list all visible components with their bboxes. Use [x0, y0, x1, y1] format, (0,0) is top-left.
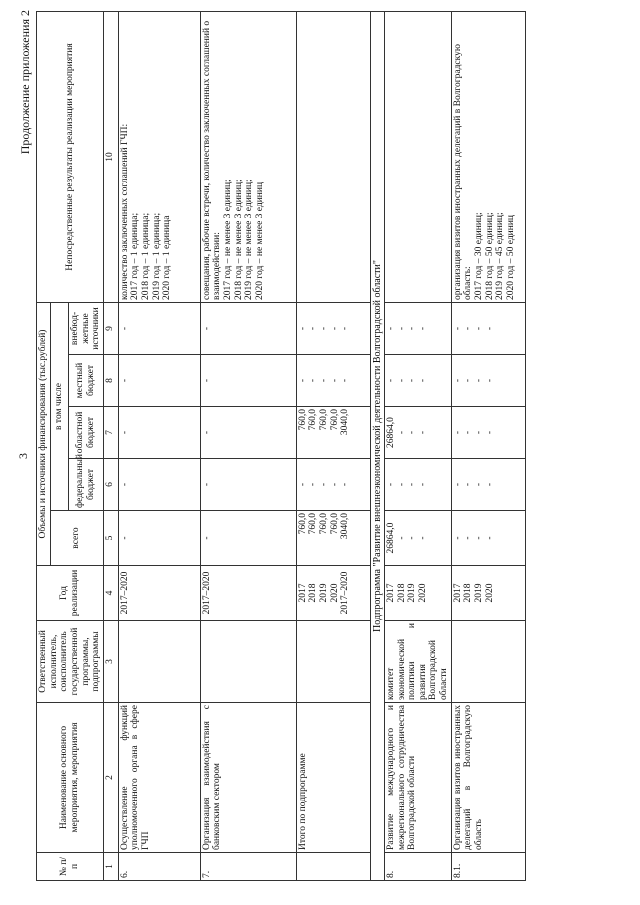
header-local: местный бюджет	[68, 355, 103, 407]
row-total: 26864,0 - - -	[384, 511, 451, 566]
header-num: № п/п	[37, 853, 104, 881]
table-row-total	[296, 11, 370, 880]
row-years: 2017 2018 2019 2020 2017–2020	[296, 566, 370, 621]
row-total: -	[118, 511, 200, 566]
header-results: Непосредственные результаты реализации мероприятия	[37, 11, 104, 302]
row-local: - - - -	[384, 355, 451, 407]
column-number: 5	[103, 511, 118, 566]
row-results: количество заключенных соглашений ГЧП: 2017 год – 1 единица; 2018 год – 1 единица; 2019 год – 1 единица; 2020 год – 1 единица	[118, 11, 200, 302]
row-local: -	[200, 355, 296, 407]
header-name: Наименование основного мероприятия, мероприятия	[37, 703, 104, 853]
header-inclusive: в том числе	[50, 302, 68, 510]
row-regional: -	[200, 407, 296, 459]
column-number: 1	[103, 853, 118, 881]
row-results: организация визитов иностранных делегаций в Волгоградскую область: 2017 год – 30 единиц; 2018 год – 50 единиц; 2019 год – 45 единиц; 2020 год – 50 единиц	[451, 11, 525, 302]
column-number: 8	[103, 355, 118, 407]
table-row	[451, 11, 525, 880]
row-federal: - - - -	[451, 459, 525, 511]
header-year: Год реализации	[37, 566, 104, 621]
column-number: 6	[103, 459, 118, 511]
column-number-row	[103, 11, 118, 880]
column-number: 9	[103, 302, 118, 354]
row-years: 2017 2018 2019 2020	[451, 566, 525, 621]
row-local: -	[118, 355, 200, 407]
column-number: 4	[103, 566, 118, 621]
row-offbudget: -	[200, 302, 296, 354]
row-regional: - - - -	[451, 407, 525, 459]
row-name: Осуществление функций уполномоченного органа в сфере ГЧП	[118, 703, 200, 853]
row-years: 2017–2020	[118, 566, 200, 621]
row-local: - - - - -	[296, 355, 370, 407]
row-regional: 26864,0 - - -	[384, 407, 451, 459]
column-number: 10	[103, 11, 118, 302]
row-responsible: комитет экономической политики и развития Волгоградской области	[384, 621, 451, 703]
row-name: Организация визитов иностранных делегаций в Волгоградскую область	[451, 703, 525, 853]
row-total: 760,0 760,0 760,0 760,0 3040,0	[296, 511, 370, 566]
row-offbudget: - - - - -	[296, 302, 370, 354]
row-results	[296, 11, 370, 302]
row-responsible	[296, 621, 370, 703]
table-row	[200, 11, 296, 880]
header-finance: Объемы и источники финансирования (тыс.рублей)	[37, 302, 51, 565]
row-responsible	[200, 621, 296, 703]
header-regional: областной бюджет	[68, 407, 103, 459]
subprogram-row	[370, 11, 384, 880]
table-row	[384, 11, 451, 880]
row-num: 8.1.	[451, 853, 525, 881]
row-local: - - - -	[451, 355, 525, 407]
row-name: Итого по подпрограмме	[296, 703, 370, 853]
row-federal: -	[118, 459, 200, 511]
row-total: -	[200, 511, 296, 566]
row-federal: - - - - -	[296, 459, 370, 511]
row-federal: - - - -	[384, 459, 451, 511]
row-federal: -	[200, 459, 296, 511]
row-results	[384, 11, 451, 302]
row-num: 7.	[200, 853, 296, 881]
row-offbudget: - - - -	[384, 302, 451, 354]
program-table	[36, 11, 526, 881]
row-regional: 760,0 760,0 760,0 760,0 3040,0	[296, 407, 370, 459]
header-responsible: Ответственный исполнитель, соисполнитель государственной программы, подпрограммы	[37, 621, 104, 703]
header-total: всего	[50, 511, 103, 566]
row-name: Организация взаимодействия с банковским сектором	[200, 703, 296, 853]
row-num: 6.	[118, 853, 200, 881]
column-number: 7	[103, 407, 118, 459]
column-number: 2	[103, 703, 118, 853]
row-num	[296, 853, 370, 881]
row-total: - - - -	[451, 511, 525, 566]
row-responsible	[451, 621, 525, 703]
header-offbudget: внебюд-жетные источники	[68, 302, 103, 354]
column-number: 3	[103, 621, 118, 703]
row-offbudget: -	[118, 302, 200, 354]
row-years: 2017 2018 2019 2020	[384, 566, 451, 621]
page-number: 3	[16, 453, 30, 459]
row-name: Развитие международного и межрегионального сотрудничества Волгоградской области	[384, 703, 451, 853]
header-federal: федеральный бюджет	[68, 459, 103, 511]
row-num: 8.	[384, 853, 451, 881]
row-results: совещания, рабочие встречи, количество заключенных соглашений о взаимодействии: 2017 год – не менее 3 единиц; 2018 год – не менее 3 единиц; 2019 год – не менее 3 единиц; 2020 год – не менее 3 единиц	[200, 11, 296, 302]
row-offbudget: - - - -	[451, 302, 525, 354]
table-row	[118, 11, 200, 880]
row-responsible	[118, 621, 200, 703]
continuation-note: Продолжение приложения 2	[18, 10, 32, 155]
subprogram-title: Подпрограмма "Развитие внешнеэкономической деятельности Волгоградской области"	[370, 11, 384, 880]
row-years: 2017–2020	[200, 566, 296, 621]
row-regional: -	[118, 407, 200, 459]
